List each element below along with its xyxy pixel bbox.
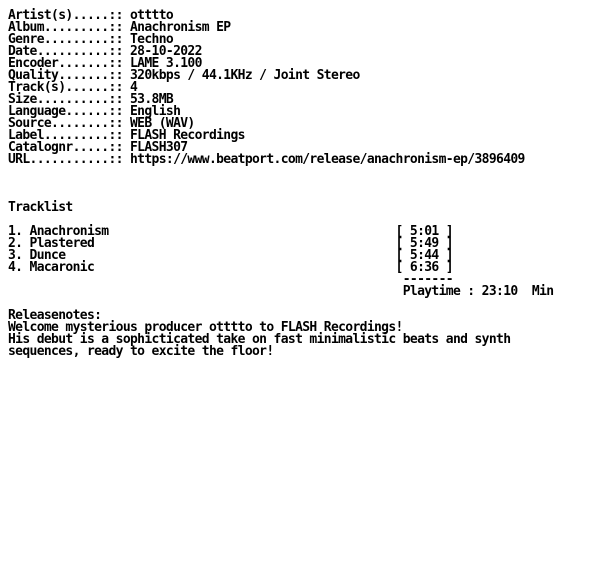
info-line-genre: Genre.........:: Techno: [8, 32, 174, 47]
info-line-album: Album.........:: Anachronism EP: [8, 20, 231, 35]
blank-line: [8, 178, 553, 190]
tracklist-separator: -------: [8, 272, 453, 287]
track-line: 3. Dunce [ 5:44 ]: [8, 248, 453, 263]
info-line-size: Size..........:: 53.8MB: [8, 92, 174, 107]
info-line-source: Source........:: WEB (WAV): [8, 116, 195, 131]
blank-line: [8, 190, 553, 202]
info-line-date: Date..........:: 28-10-2022: [8, 44, 202, 59]
track-line: 4. Macaronic [ 6:36 ]: [8, 260, 453, 275]
releasenotes-line: His debut is a sophicticated take on fast minimalistic beats and synth: [8, 332, 511, 347]
releasenotes-heading: Releasenotes:: [8, 308, 102, 323]
info-line-artist: Artist(s).....:: otttto: [8, 8, 174, 23]
info-line-encoder: Encoder.......:: LAME 3.100: [8, 56, 202, 71]
info-line-url: URL...........:: https://www.beatport.com/release/anachronism-ep/3896409: [8, 152, 525, 167]
tracklist-heading: Tracklist: [8, 200, 73, 215]
track-line: 2. Plastered [ 5:49 ]: [8, 236, 453, 251]
releasenotes-line: Welcome mysterious producer otttto to FLASH Recordings!: [8, 320, 403, 335]
info-line-language: Language......:: English: [8, 104, 181, 119]
blank-line: [8, 166, 553, 178]
info-line-label: Label.........:: FLASH Recordings: [8, 128, 245, 143]
info-line-catalognr: Catalognr.....:: FLASH307: [8, 140, 188, 155]
releasenotes-line: sequences, ready to excite the floor!: [8, 344, 274, 359]
playtime-total: Playtime : 23:10 Min: [8, 284, 554, 299]
nfo-text: [8, 10, 553, 358]
info-line-quality: Quality.......:: 320kbps / 44.1KHz / Joint Stereo: [8, 68, 360, 83]
info-line-tracks: Track(s)......:: 4: [8, 80, 138, 95]
track-line: 1. Anachronism [ 5:01 ]: [8, 224, 453, 239]
